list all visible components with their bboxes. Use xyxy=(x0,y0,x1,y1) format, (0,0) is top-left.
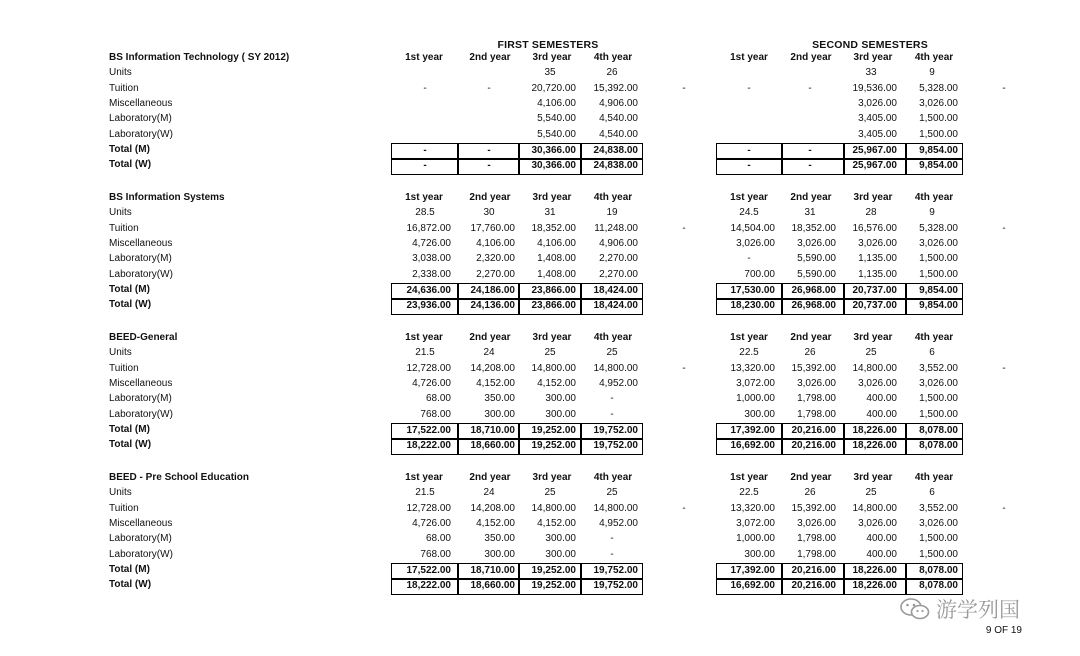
second-sem-value-cell: 1,798.00 xyxy=(797,548,836,560)
row-label: Laboratory(M) xyxy=(109,533,172,545)
second-sem-value-cell: 33 xyxy=(865,67,877,79)
first-sem-value-cell: 21.5 xyxy=(415,487,435,499)
totals-row-divider xyxy=(716,578,963,580)
second-sem-value-cell: 14,504.00 xyxy=(730,222,775,234)
second-sem-value-cell: 1,500.00 xyxy=(919,113,958,125)
first-sem-value-cell: - xyxy=(487,144,491,156)
first-sem-value-cell: 28.5 xyxy=(415,207,435,219)
first-sem-value-cell: 25 xyxy=(544,347,556,359)
row-label: Total (W) xyxy=(109,579,152,591)
first-sem-value-cell: - xyxy=(423,82,427,94)
first-sem-value-cell: 4,152.00 xyxy=(537,517,576,529)
program-block xyxy=(0,332,1080,472)
row-label: Total (W) xyxy=(109,299,152,311)
first-sem-value-cell: 5,540.00 xyxy=(537,113,576,125)
first-sem-value-cell: 14,800.00 xyxy=(593,362,638,374)
second-sem-value-cell: 8,078.00 xyxy=(919,424,958,436)
second-sem-value-cell: 1,135.00 xyxy=(858,253,897,265)
first-sem-year-header: 2nd year xyxy=(469,332,511,343)
row-label: Units xyxy=(109,487,132,499)
first-sem-value-cell: 300.00 xyxy=(484,408,515,420)
first-sem-value-cell: - xyxy=(610,533,614,545)
first-sem-value-cell: 18,222.00 xyxy=(406,580,451,592)
first-sem-value-cell: 4,952.00 xyxy=(599,517,638,529)
first-sem-year-header: 1st year xyxy=(405,192,443,203)
second-sem-value-cell: 1,500.00 xyxy=(919,533,958,545)
second-sem-value-cell: 25 xyxy=(865,347,877,359)
first-sem-year-header: 2nd year xyxy=(469,192,511,203)
second-sem-value-cell: 25 xyxy=(865,487,877,499)
first-sem-year-header: 4th year xyxy=(593,332,633,343)
first-sem-value-cell: 12,728.00 xyxy=(406,502,451,514)
first-sem-value-cell: 4,152.00 xyxy=(537,377,576,389)
second-sem-value-cell: 20,216.00 xyxy=(791,440,836,452)
first-sem-value-cell: 17,760.00 xyxy=(470,222,515,234)
second-sem-value-cell: 24.5 xyxy=(739,207,759,219)
first-sem-value-cell: 18,710.00 xyxy=(470,564,515,576)
second-sem-value-cell: - xyxy=(747,253,751,265)
second-sem-tuition-marker: - xyxy=(1002,82,1006,94)
second-sem-value-cell: 26 xyxy=(804,347,816,359)
second-sem-value-cell: 1,135.00 xyxy=(858,268,897,280)
second-sem-value-cell: 1,000.00 xyxy=(736,533,775,545)
first-sem-value-cell: 19,752.00 xyxy=(593,440,638,452)
second-sem-value-cell: 18,230.00 xyxy=(730,300,775,312)
first-sem-value-cell: 24,636.00 xyxy=(406,284,451,296)
second-sem-value-cell: - xyxy=(747,82,751,94)
row-label: Miscellaneous xyxy=(109,377,173,389)
second-sem-value-cell: 9,854.00 xyxy=(919,160,958,172)
second-sem-value-cell: 28 xyxy=(865,207,877,219)
second-sem-value-cell: 17,392.00 xyxy=(730,564,775,576)
first-sem-value-cell: 24 xyxy=(483,347,495,359)
row-label: Units xyxy=(109,347,132,359)
second-sem-value-cell: 16,692.00 xyxy=(730,580,775,592)
first-sem-value-cell: 4,726.00 xyxy=(412,517,451,529)
first-sem-value-cell: 23,866.00 xyxy=(531,284,576,296)
first-sem-value-cell: 26 xyxy=(606,67,618,79)
first-sem-value-cell: 4,540.00 xyxy=(599,128,638,140)
second-sem-value-cell: 8,078.00 xyxy=(919,580,958,592)
first-sem-value-cell: 4,152.00 xyxy=(476,517,515,529)
second-sem-value-cell: 1,798.00 xyxy=(797,533,836,545)
second-sem-year-header: 2nd year xyxy=(790,332,832,343)
second-sem-value-cell: - xyxy=(808,160,812,172)
second-sem-value-cell: 3,026.00 xyxy=(919,97,958,109)
first-sem-value-cell: 11,248.00 xyxy=(594,222,638,234)
second-sem-value-cell: 5,590.00 xyxy=(797,268,836,280)
second-sem-year-header: 4th year xyxy=(914,472,954,483)
first-sem-value-cell: 1,408.00 xyxy=(537,268,576,280)
first-sem-value-cell: - xyxy=(610,393,614,405)
first-sem-value-cell: - xyxy=(487,160,491,172)
first-sem-value-cell: 68.00 xyxy=(425,393,451,405)
totals-row-divider xyxy=(716,158,963,160)
second-sem-value-cell: 3,026.00 xyxy=(797,517,836,529)
first-sem-value-cell: 14,800.00 xyxy=(531,502,576,514)
totals-row-divider xyxy=(391,578,643,580)
second-sem-value-cell: 400.00 xyxy=(866,533,897,545)
second-sem-value-cell: 3,026.00 xyxy=(858,237,897,249)
second-sem-value-cell: 3,405.00 xyxy=(858,113,897,125)
second-sem-year-header: 2nd year xyxy=(790,472,832,483)
second-sem-value-cell: 3,072.00 xyxy=(736,377,775,389)
second-sem-value-cell: 1,000.00 xyxy=(736,393,775,405)
second-sem-value-cell: 18,352.00 xyxy=(791,222,836,234)
second-sem-value-cell: 18,226.00 xyxy=(852,424,897,436)
first-sem-value-cell: 20,720.00 xyxy=(531,82,576,94)
first-sem-year-header: 3rd year xyxy=(532,332,572,343)
first-sem-value-cell: 18,424.00 xyxy=(593,284,638,296)
first-sem-value-cell: 4,106.00 xyxy=(476,237,515,249)
first-sem-value-cell: 300.00 xyxy=(545,408,576,420)
program-block xyxy=(0,192,1080,332)
first-sem-value-cell: 4,540.00 xyxy=(599,113,638,125)
first-sem-value-cell: 24 xyxy=(483,487,495,499)
second-sem-value-cell: 20,216.00 xyxy=(791,580,836,592)
row-label: Tuition xyxy=(109,362,139,374)
second-sem-year-header: 2nd year xyxy=(790,52,832,63)
second-sem-value-cell: 18,226.00 xyxy=(852,564,897,576)
row-label: Total (M) xyxy=(109,423,150,435)
second-sem-value-cell: 15,392.00 xyxy=(791,362,836,374)
second-sem-tuition-marker: - xyxy=(1002,222,1006,234)
second-sem-value-cell: 17,392.00 xyxy=(730,424,775,436)
first-sem-value-cell: 2,338.00 xyxy=(412,268,451,280)
first-sem-year-header: 2nd year xyxy=(469,472,511,483)
program-title: BEED-General xyxy=(109,332,178,343)
row-label: Miscellaneous xyxy=(109,237,173,249)
second-sem-value-cell: 14,800.00 xyxy=(852,502,897,514)
first-sem-value-cell: 4,106.00 xyxy=(537,237,576,249)
first-sem-value-cell: 19,752.00 xyxy=(593,580,638,592)
row-label: Laboratory(W) xyxy=(109,268,173,280)
first-sem-value-cell: 19,752.00 xyxy=(593,564,638,576)
first-sem-value-cell: - xyxy=(610,408,614,420)
row-label: Tuition xyxy=(109,222,139,234)
program-title: BEED - Pre School Education xyxy=(109,472,250,483)
second-sem-value-cell: 13,320.00 xyxy=(730,502,775,514)
row-label: Units xyxy=(109,207,132,219)
totals-row-divider xyxy=(716,298,963,300)
first-sem-value-cell: - xyxy=(487,82,491,94)
second-sem-value-cell: 1,798.00 xyxy=(797,408,836,420)
second-sem-value-cell: 1,500.00 xyxy=(919,548,958,560)
second-sem-value-cell: 3,072.00 xyxy=(736,517,775,529)
first-sem-value-cell: 3,038.00 xyxy=(412,253,451,265)
second-sem-value-cell: 3,552.00 xyxy=(919,502,958,514)
first-sem-value-cell: 4,726.00 xyxy=(412,377,451,389)
first-sem-value-cell: 19,252.00 xyxy=(531,424,576,436)
second-sem-year-header: 4th year xyxy=(914,52,954,63)
watermark-text: 游学列国 xyxy=(936,599,1020,622)
second-sem-value-cell: 13,320.00 xyxy=(730,362,775,374)
second-sem-year-header: 4th year xyxy=(914,192,954,203)
first-sem-value-cell: 30,366.00 xyxy=(531,160,576,172)
first-sem-value-cell: 5,540.00 xyxy=(537,128,576,140)
first-sem-year-header: 1st year xyxy=(405,472,443,483)
totals-row-divider xyxy=(391,158,643,160)
second-sem-value-cell: 14,800.00 xyxy=(852,362,897,374)
second-sem-value-cell: 22.5 xyxy=(739,347,759,359)
first-sem-value-cell: 68.00 xyxy=(425,533,451,545)
row-label: Total (W) xyxy=(109,439,152,451)
second-sem-value-cell: 22.5 xyxy=(739,487,759,499)
second-sem-value-cell: 3,026.00 xyxy=(797,237,836,249)
second-sem-value-cell: 20,216.00 xyxy=(791,564,836,576)
second-sem-value-cell: 31 xyxy=(804,207,816,219)
second-sem-value-cell: 9,854.00 xyxy=(919,300,958,312)
second-sem-value-cell: 9,854.00 xyxy=(919,144,958,156)
first-sem-value-cell: 768.00 xyxy=(420,548,451,560)
second-sem-value-cell: 400.00 xyxy=(866,548,897,560)
second-sem-value-cell: 1,500.00 xyxy=(919,128,958,140)
second-sem-value-cell: 1,500.00 xyxy=(919,253,958,265)
first-sem-value-cell: 14,800.00 xyxy=(531,362,576,374)
second-sem-value-cell: 3,026.00 xyxy=(797,377,836,389)
first-sem-value-cell: 23,866.00 xyxy=(531,300,576,312)
second-sem-value-cell: 6 xyxy=(929,487,935,499)
second-sem-value-cell: 15,392.00 xyxy=(791,502,836,514)
first-sem-value-cell: 4,152.00 xyxy=(476,377,515,389)
first-sem-value-cell: 18,660.00 xyxy=(470,580,515,592)
second-sem-value-cell: 3,026.00 xyxy=(919,237,958,249)
first-sem-value-cell: 16,872.00 xyxy=(406,222,451,234)
first-sem-tuition-marker: - xyxy=(682,222,686,234)
first-semester-heading: FIRST SEMESTERS xyxy=(497,39,599,51)
first-sem-value-cell: 19 xyxy=(606,207,618,219)
first-sem-value-cell: 24,186.00 xyxy=(470,284,515,296)
first-sem-value-cell: 4,906.00 xyxy=(599,237,638,249)
second-sem-value-cell: 3,026.00 xyxy=(736,237,775,249)
second-sem-year-header: 1st year xyxy=(730,332,768,343)
second-sem-value-cell: 5,590.00 xyxy=(797,253,836,265)
second-sem-year-header: 3rd year xyxy=(853,192,893,203)
second-sem-value-cell: 3,026.00 xyxy=(919,517,958,529)
second-sem-value-cell: 700.00 xyxy=(744,268,775,280)
second-sem-value-cell: 18,226.00 xyxy=(852,580,897,592)
row-label: Miscellaneous xyxy=(109,97,173,109)
second-sem-value-cell: 16,576.00 xyxy=(852,222,897,234)
second-sem-value-cell: 19,536.00 xyxy=(852,82,897,94)
row-label: Laboratory(W) xyxy=(109,408,173,420)
second-sem-value-cell: 9,854.00 xyxy=(919,284,958,296)
first-sem-tuition-marker: - xyxy=(682,362,686,374)
first-sem-value-cell: 19,752.00 xyxy=(593,424,638,436)
first-sem-value-cell: 17,522.00 xyxy=(406,424,451,436)
first-sem-value-cell: 25 xyxy=(606,487,618,499)
first-sem-value-cell: 2,270.00 xyxy=(476,268,515,280)
first-sem-value-cell: 24,136.00 xyxy=(470,300,515,312)
first-sem-value-cell: 24,838.00 xyxy=(593,160,638,172)
second-sem-year-header: 1st year xyxy=(730,192,768,203)
row-label: Total (M) xyxy=(109,143,150,155)
first-sem-value-cell: 30 xyxy=(483,207,495,219)
second-sem-value-cell: 26,968.00 xyxy=(791,284,836,296)
second-sem-value-cell: 26 xyxy=(804,487,816,499)
program-block xyxy=(0,52,1080,192)
totals-row-divider xyxy=(391,438,643,440)
second-sem-value-cell: 8,078.00 xyxy=(919,440,958,452)
first-sem-value-cell: 4,906.00 xyxy=(599,97,638,109)
second-sem-value-cell: - xyxy=(808,82,812,94)
program-title: BS Information Technology ( SY 2012) xyxy=(109,52,290,63)
first-sem-value-cell: 18,352.00 xyxy=(531,222,576,234)
second-sem-value-cell: 5,328.00 xyxy=(919,82,958,94)
wechat-icon xyxy=(900,597,930,621)
first-sem-value-cell: 1,408.00 xyxy=(537,253,576,265)
second-sem-value-cell: 400.00 xyxy=(866,393,897,405)
row-label: Laboratory(W) xyxy=(109,128,173,140)
first-sem-value-cell: 4,952.00 xyxy=(599,377,638,389)
second-sem-value-cell: 18,226.00 xyxy=(852,440,897,452)
second-sem-value-cell: 3,026.00 xyxy=(858,97,897,109)
first-sem-year-header: 1st year xyxy=(405,52,443,63)
first-sem-value-cell: 350.00 xyxy=(484,393,515,405)
first-sem-year-header: 3rd year xyxy=(532,472,572,483)
first-sem-value-cell: 25 xyxy=(606,347,618,359)
row-label: Tuition xyxy=(109,82,139,94)
second-sem-value-cell: 1,500.00 xyxy=(919,393,958,405)
second-sem-value-cell: 1,500.00 xyxy=(919,268,958,280)
second-sem-value-cell: 25,967.00 xyxy=(852,160,897,172)
first-sem-value-cell: - xyxy=(423,144,427,156)
first-sem-value-cell: 15,392.00 xyxy=(593,82,638,94)
program-title: BS Information Systems xyxy=(109,192,225,203)
first-sem-value-cell: 31 xyxy=(544,207,556,219)
second-sem-value-cell: 9 xyxy=(929,67,935,79)
first-sem-value-cell: 24,838.00 xyxy=(593,144,638,156)
second-sem-value-cell: 20,737.00 xyxy=(852,300,897,312)
first-sem-value-cell: 4,106.00 xyxy=(537,97,576,109)
first-sem-value-cell: 35 xyxy=(544,67,556,79)
first-sem-value-cell: 14,208.00 xyxy=(470,502,515,514)
second-sem-value-cell: 300.00 xyxy=(744,548,775,560)
first-sem-value-cell: 17,522.00 xyxy=(406,564,451,576)
row-label: Total (M) xyxy=(109,563,150,575)
first-sem-value-cell: 12,728.00 xyxy=(406,362,451,374)
first-sem-value-cell: 2,270.00 xyxy=(599,253,638,265)
second-sem-year-header: 3rd year xyxy=(853,472,893,483)
watermark xyxy=(900,594,1020,624)
first-sem-year-header: 3rd year xyxy=(532,192,572,203)
second-sem-value-cell: 3,026.00 xyxy=(858,377,897,389)
first-sem-value-cell: - xyxy=(423,160,427,172)
first-sem-year-header: 4th year xyxy=(593,192,633,203)
first-sem-value-cell: 18,424.00 xyxy=(593,300,638,312)
row-label: Total (M) xyxy=(109,283,150,295)
second-sem-value-cell: 20,737.00 xyxy=(852,284,897,296)
first-sem-value-cell: 2,270.00 xyxy=(599,268,638,280)
first-sem-value-cell: 25 xyxy=(544,487,556,499)
first-sem-tuition-marker: - xyxy=(682,82,686,94)
first-sem-year-header: 4th year xyxy=(593,52,633,63)
second-sem-value-cell: 3,552.00 xyxy=(919,362,958,374)
second-sem-value-cell: 1,798.00 xyxy=(797,393,836,405)
first-sem-year-header: 3rd year xyxy=(532,52,572,63)
row-label: Total (W) xyxy=(109,159,152,171)
second-sem-tuition-marker: - xyxy=(1002,362,1006,374)
first-sem-year-header: 1st year xyxy=(405,332,443,343)
second-sem-value-cell: 6 xyxy=(929,347,935,359)
second-sem-value-cell: 9 xyxy=(929,207,935,219)
second-sem-value-cell: 26,968.00 xyxy=(791,300,836,312)
totals-row-divider xyxy=(391,298,643,300)
second-sem-tuition-marker: - xyxy=(1002,502,1006,514)
second-sem-value-cell: - xyxy=(747,144,751,156)
first-sem-value-cell: 19,252.00 xyxy=(531,580,576,592)
first-sem-value-cell: 4,726.00 xyxy=(412,237,451,249)
second-sem-value-cell: 3,026.00 xyxy=(858,517,897,529)
first-sem-value-cell: 23,936.00 xyxy=(406,300,451,312)
second-sem-value-cell: 5,328.00 xyxy=(919,222,958,234)
row-label: Units xyxy=(109,67,132,79)
first-sem-value-cell: 19,252.00 xyxy=(531,564,576,576)
second-sem-value-cell: 3,026.00 xyxy=(919,377,958,389)
first-sem-value-cell: 18,222.00 xyxy=(406,440,451,452)
row-label: Laboratory(M) xyxy=(109,253,172,265)
totals-row-divider xyxy=(716,438,963,440)
first-sem-year-header: 2nd year xyxy=(469,52,511,63)
first-sem-tuition-marker: - xyxy=(682,502,686,514)
second-sem-value-cell: 400.00 xyxy=(866,408,897,420)
row-label: Miscellaneous xyxy=(109,517,173,529)
first-sem-year-header: 4th year xyxy=(593,472,633,483)
first-sem-value-cell: 30,366.00 xyxy=(531,144,576,156)
second-sem-value-cell: 8,078.00 xyxy=(919,564,958,576)
second-sem-year-header: 3rd year xyxy=(853,52,893,63)
second-sem-year-header: 1st year xyxy=(730,472,768,483)
first-sem-value-cell: 21.5 xyxy=(415,347,435,359)
program-block xyxy=(0,472,1080,612)
second-sem-year-header: 1st year xyxy=(730,52,768,63)
second-sem-year-header: 2nd year xyxy=(790,192,832,203)
row-label: Laboratory(M) xyxy=(109,393,172,405)
first-sem-value-cell: 2,320.00 xyxy=(476,253,515,265)
second-sem-year-header: 4th year xyxy=(914,332,954,343)
row-label: Laboratory(W) xyxy=(109,548,173,560)
second-sem-value-cell: 20,216.00 xyxy=(791,424,836,436)
first-sem-value-cell: 350.00 xyxy=(484,533,515,545)
second-semester-heading: SECOND SEMESTERS xyxy=(812,39,928,51)
second-sem-value-cell: 3,405.00 xyxy=(858,128,897,140)
page-number: 9 OF 19 xyxy=(985,625,1022,636)
second-sem-value-cell: 17,530.00 xyxy=(730,284,775,296)
first-sem-value-cell: 14,800.00 xyxy=(593,502,638,514)
first-sem-value-cell: 768.00 xyxy=(420,408,451,420)
second-sem-value-cell: 16,692.00 xyxy=(730,440,775,452)
first-sem-value-cell: 300.00 xyxy=(484,548,515,560)
first-sem-value-cell: 18,710.00 xyxy=(470,424,515,436)
first-sem-value-cell: 14,208.00 xyxy=(470,362,515,374)
first-sem-value-cell: 300.00 xyxy=(545,548,576,560)
first-sem-value-cell: 300.00 xyxy=(545,533,576,545)
second-sem-value-cell: - xyxy=(808,144,812,156)
row-label: Laboratory(M) xyxy=(109,113,172,125)
second-sem-value-cell: 300.00 xyxy=(744,408,775,420)
second-sem-value-cell: - xyxy=(747,160,751,172)
row-label: Tuition xyxy=(109,502,139,514)
first-sem-value-cell: 300.00 xyxy=(545,393,576,405)
first-sem-value-cell: 18,660.00 xyxy=(470,440,515,452)
first-sem-value-cell: - xyxy=(610,548,614,560)
first-sem-value-cell: 19,252.00 xyxy=(531,440,576,452)
second-sem-year-header: 3rd year xyxy=(853,332,893,343)
second-sem-value-cell: 25,967.00 xyxy=(852,144,897,156)
second-sem-value-cell: 1,500.00 xyxy=(919,408,958,420)
